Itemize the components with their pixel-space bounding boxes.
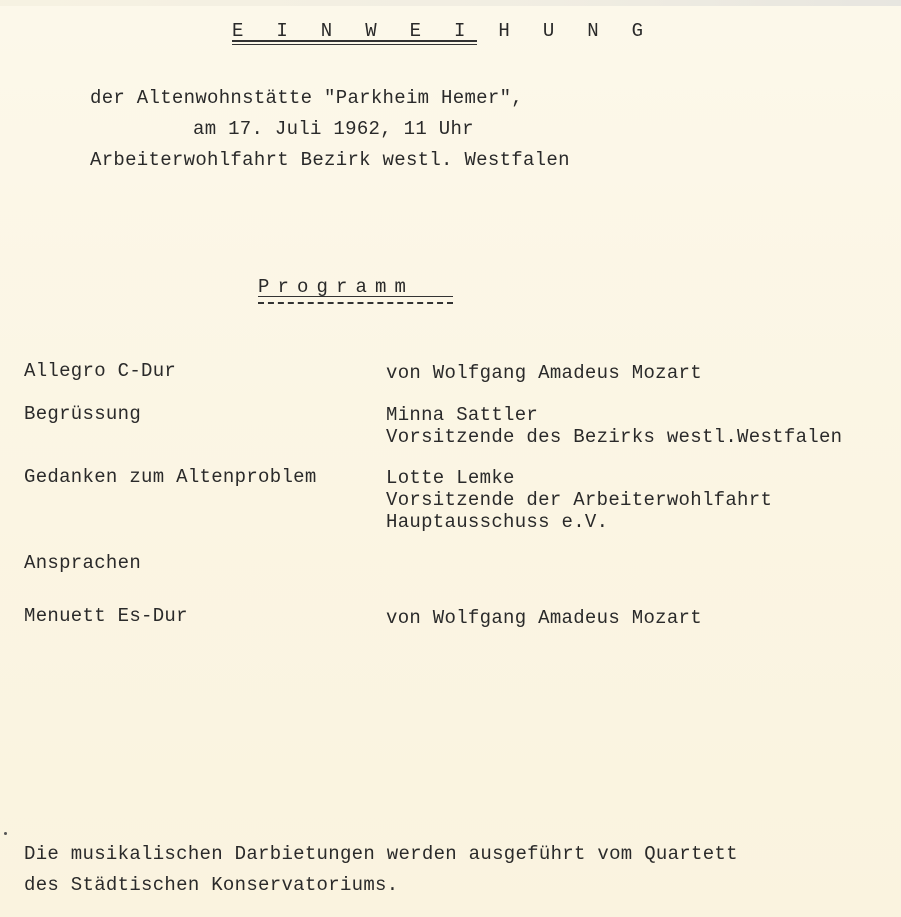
program-detail-begruessung-speaker: Minna Sattler: [386, 404, 539, 426]
footer-line-2: des Städtischen Konservatoriums.: [24, 874, 399, 896]
program-detail-gedanken-role: Vorsitzende der Arbeiterwohlfahrt: [386, 489, 773, 511]
title-underline: [232, 40, 477, 42]
program-detail-gedanken-speaker: Lotte Lemke: [386, 467, 515, 489]
program-item-begruessung: Begrüssung: [24, 403, 142, 425]
title-double-underline: [232, 44, 477, 45]
header-line-venue: der Altenwohnstätte "Parkheim Hemer",: [90, 87, 523, 109]
header-line-date: am 17. Juli 1962, 11 Uhr: [193, 118, 474, 140]
program-item-ansprachen: Ansprachen: [24, 552, 142, 574]
document-title: E I N W E I H U N G: [232, 20, 654, 42]
program-detail-begruessung-role: Vorsitzende des Bezirks westl.Westfalen: [386, 426, 843, 448]
program-item-menuett: Menuett Es-Dur: [24, 605, 188, 627]
program-item-allegro: Allegro C-Dur: [24, 360, 177, 382]
header-line-organization: Arbeiterwohlfahrt Bezirk westl. Westfalen: [90, 149, 570, 171]
program-detail-gedanken-org: Hauptausschuss e.V.: [386, 511, 609, 533]
paper-top-edge: [0, 0, 901, 6]
program-heading: Programm: [258, 276, 415, 298]
footer-line-1: Die musikalischen Darbietungen werden ausgeführt vom Quartett: [24, 843, 738, 865]
program-detail-menuett-composer: von Wolfgang Amadeus Mozart: [386, 607, 702, 629]
program-heading-dashed-underline: [258, 302, 453, 304]
paper-speck: [4, 832, 7, 835]
program-heading-underline: [258, 296, 453, 297]
program-item-gedanken: Gedanken zum Altenproblem: [24, 466, 317, 488]
program-detail-allegro-composer: von Wolfgang Amadeus Mozart: [386, 362, 702, 384]
